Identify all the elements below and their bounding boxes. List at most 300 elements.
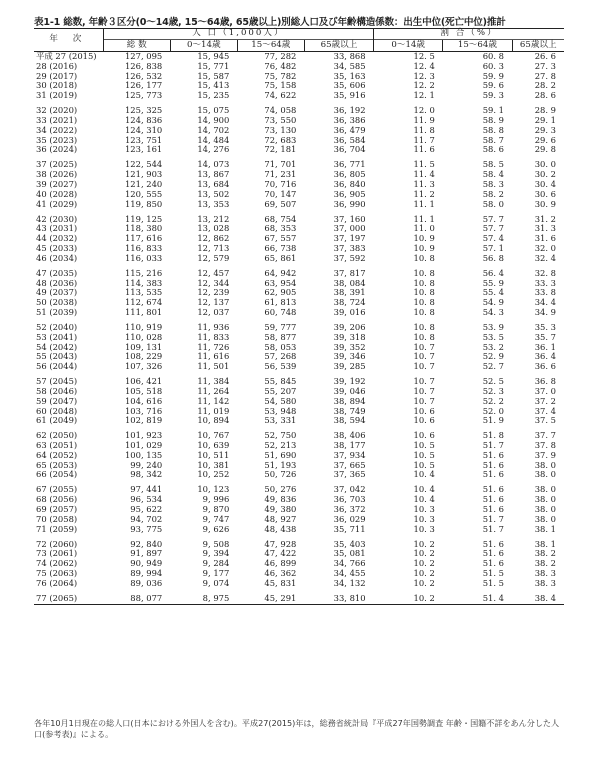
age-65-plus-cell: 34, 766 <box>333 558 366 569</box>
age-15-64-header: 15～64歳 <box>237 40 304 52</box>
ratio-0-14-cell: 10. 2 <box>413 548 435 559</box>
year-cell: 66 (2054) <box>36 469 78 480</box>
table-row <box>34 200 564 210</box>
ratio-0-14-cell: 12. 2 <box>413 80 435 91</box>
total-cell: 117, 616 <box>124 233 163 244</box>
age-65-plus-cell: 36, 704 <box>333 144 366 155</box>
ratio-65-plus-cell: 37. 7 <box>534 430 556 441</box>
age-65-plus-cell: 39, 016 <box>333 306 366 317</box>
ratio-65-plus-cell: 31. 3 <box>534 223 556 234</box>
ratio-65-plus-cell: 28. 9 <box>534 105 556 116</box>
ratio-0-14-cell: 11. 7 <box>413 134 435 145</box>
year-cell: 58 (2046) <box>36 385 78 396</box>
ratio-15-64-cell: 51. 7 <box>482 440 505 451</box>
ratio-15-64-cell: 51. 5 <box>482 577 505 588</box>
ratio-15-64-header: 15～64歳 <box>443 40 512 52</box>
ratio-65-plus-header: 65歳以上 <box>512 40 564 52</box>
year-cell: 75 (2063) <box>36 568 78 579</box>
total-cell: 121, 240 <box>124 179 163 190</box>
age-15-64-cell: 64, 942 <box>264 267 297 278</box>
ratio-65-plus-cell: 32. 4 <box>534 252 556 263</box>
age-0-14-cell: 15, 235 <box>197 90 230 101</box>
ratio-65-plus-cell: 29. 6 <box>534 134 556 145</box>
total-cell: 91, 897 <box>130 548 163 559</box>
total-cell: 112, 674 <box>124 297 163 308</box>
age-65-plus-cell: 39, 046 <box>333 385 366 396</box>
age-0-14-cell: 11, 019 <box>197 405 230 416</box>
ratio-65-plus-cell: 30. 0 <box>534 159 556 170</box>
ratio-15-64-cell: 59. 1 <box>482 105 505 116</box>
ratio-15-64-cell: 51. 7 <box>482 513 505 524</box>
total-cell: 113, 535 <box>124 287 163 298</box>
ratio-65-plus-cell: 38. 0 <box>534 494 556 505</box>
total-cell: 125, 325 <box>124 105 163 116</box>
ratio-15-64-cell: 52. 9 <box>482 351 505 362</box>
age-15-64-cell: 53, 331 <box>264 415 297 426</box>
table-row <box>34 579 564 589</box>
total-header: 総 数 <box>103 40 170 52</box>
ratio-0-14-cell: 10. 7 <box>413 351 435 362</box>
total-cell: 124, 310 <box>124 124 163 135</box>
ratio-0-14-cell: 11. 8 <box>413 124 435 135</box>
ratio-0-14-cell: 10. 4 <box>413 484 435 495</box>
age-65-plus-cell: 39, 192 <box>333 376 366 387</box>
age-65-plus-cell: 39, 285 <box>333 361 366 372</box>
year-cell: 47 (2035) <box>36 267 78 278</box>
ratio-15-64-cell: 59. 3 <box>482 90 505 101</box>
age-0-14-cell: 10, 381 <box>197 459 230 470</box>
age-65-plus-cell: 35, 081 <box>333 548 366 559</box>
year-cell: 62 (2050) <box>36 430 78 441</box>
ratio-65-plus-cell: 38. 0 <box>534 513 556 524</box>
age-65-plus-cell: 37, 365 <box>333 469 366 480</box>
ratio-65-plus-cell: 30. 6 <box>534 188 556 199</box>
age-65-plus-cell: 36, 386 <box>333 115 366 126</box>
total-cell: 127, 095 <box>124 51 163 62</box>
age-15-64-cell: 76, 482 <box>264 60 297 71</box>
age-65-plus-cell: 37, 817 <box>333 267 366 278</box>
age-65-plus-cell: 36, 479 <box>333 124 366 135</box>
age-15-64-cell: 70, 147 <box>264 188 297 199</box>
ratio-0-14-cell: 10. 4 <box>413 469 435 480</box>
age-15-64-cell: 74, 058 <box>264 105 297 116</box>
table-row <box>34 308 564 318</box>
ratio-15-64-cell: 51. 6 <box>482 548 505 559</box>
age-15-64-cell: 47, 422 <box>264 548 297 559</box>
ratio-0-14-cell: 10. 5 <box>413 449 435 460</box>
year-cell: 36 (2024) <box>36 144 78 155</box>
year-cell: 52 (2040) <box>36 321 78 332</box>
footnote: 各年10月1日現在の総人口(日本における外国人を含む)。平成27(2015)年は，総務省統計局『平成27年国勢調査 年齢・国籍不詳をあん分した人口(参考表)』による。 <box>34 718 560 739</box>
year-cell: 77 (2065) <box>34 594 103 604</box>
ratio-0-14-cell: 10. 7 <box>413 385 435 396</box>
total-cell: 89, 994 <box>130 568 163 579</box>
ratio-0-14-cell: 10. 8 <box>413 252 435 263</box>
year-cell: 38 (2026) <box>36 169 78 180</box>
age-15-64-cell: 49, 380 <box>264 504 297 515</box>
ratio-65-plus-cell: 34. 4 <box>534 297 556 308</box>
ratio-15-64-cell: 58. 5 <box>482 159 505 170</box>
total-cell: 107, 326 <box>124 361 163 372</box>
age-15-64-cell: 59, 777 <box>264 321 297 332</box>
total-cell: 94, 702 <box>130 513 163 524</box>
year-cell: 39 (2027) <box>36 179 78 190</box>
year-cell: 37 (2025) <box>36 159 78 170</box>
table-row <box>34 269 564 279</box>
age-0-14-cell: 14, 702 <box>197 124 230 135</box>
age-0-14-cell: 9, 508 <box>202 538 230 549</box>
age-15-64-cell: 57, 268 <box>264 351 297 362</box>
ratio-65-plus-cell: 38. 2 <box>534 558 556 569</box>
ratio-65-plus-cell: 30. 4 <box>534 179 556 190</box>
age-0-14-cell: 12, 239 <box>197 287 230 298</box>
ratio-0-14-cell: 12. 0 <box>413 105 435 116</box>
ratio-65-plus-cell: 33. 8 <box>534 287 556 298</box>
age-15-64-cell: 51, 690 <box>264 449 297 460</box>
ratio-65-plus-cell: 36. 6 <box>534 361 556 372</box>
total-cell: 110, 919 <box>124 321 163 332</box>
table-row <box>34 525 564 535</box>
year-cell: 69 (2057) <box>36 504 78 515</box>
age-15-64-cell: 60, 748 <box>264 306 297 317</box>
ratio-0-14-cell: 10. 9 <box>413 243 435 253</box>
age-0-14-cell: 13, 502 <box>197 188 230 199</box>
age-15-64-cell: 69, 507 <box>264 198 297 209</box>
year-cell: 73 (2061) <box>36 548 78 559</box>
year-cell: 40 (2028) <box>36 188 78 199</box>
age-15-64-cell: 63, 954 <box>264 277 297 288</box>
year-cell: 76 (2064) <box>36 577 78 588</box>
table-row <box>34 91 564 101</box>
year-cell: 59 (2047) <box>36 395 78 406</box>
total-cell: 88, 077 <box>103 594 170 604</box>
age-0-14-cell: 11, 616 <box>197 351 230 362</box>
age-65-plus-cell: 38, 391 <box>333 287 366 298</box>
age-0-14-cell: 13, 684 <box>197 179 230 190</box>
table-row <box>34 594 564 604</box>
age-15-64-cell: 45, 831 <box>264 577 297 588</box>
year-cell: 56 (2044) <box>36 361 78 372</box>
age-0-14-cell: 9, 747 <box>202 513 230 524</box>
age-65-plus-cell: 39, 318 <box>333 331 366 342</box>
total-cell: 101, 029 <box>124 440 163 451</box>
ratio-15-64-cell: 54. 9 <box>482 297 505 308</box>
age-65-plus-cell: 35, 403 <box>333 538 366 549</box>
age-15-64-cell: 72, 683 <box>264 134 297 145</box>
ratio-15-64-cell: 58. 3 <box>482 179 505 190</box>
ratio-15-64-cell: 53. 9 <box>482 321 505 332</box>
ratio-15-64-cell: 52. 3 <box>482 385 505 396</box>
age-0-14-cell: 9, 074 <box>202 577 230 588</box>
ratio-0-14-cell: 10. 3 <box>413 513 435 524</box>
age-15-64-cell: 58, 053 <box>264 341 297 352</box>
ratio-65-plus-cell: 38. 2 <box>534 548 556 559</box>
age-65-plus-cell: 38, 724 <box>333 297 366 308</box>
age-15-64-cell: 61, 813 <box>264 297 297 308</box>
ratio-15-64-cell: 51. 6 <box>482 469 505 480</box>
ratio-65-plus-cell: 37. 2 <box>534 395 556 406</box>
age-15-64-cell: 74, 622 <box>264 90 297 101</box>
year-cell: 48 (2036) <box>36 277 78 288</box>
age-0-14-cell: 15, 945 <box>197 51 230 62</box>
ratio-15-64-cell: 54. 3 <box>482 306 505 317</box>
age-65-plus-cell: 34, 455 <box>333 568 366 579</box>
ratio-15-64-cell: 58. 2 <box>482 188 505 199</box>
ratio-0-14-cell: 10. 2 <box>413 558 435 569</box>
total-cell: 108, 229 <box>124 351 163 362</box>
ratio-0-14-cell: 10. 8 <box>413 331 435 342</box>
ratio-15-64-cell: 51. 6 <box>482 504 505 515</box>
year-cell: 50 (2038) <box>36 297 78 308</box>
ratio-0-14-cell: 10. 7 <box>413 376 435 387</box>
ratio-15-64-cell: 57. 7 <box>482 213 505 224</box>
ratio-0-14-cell: 10. 6 <box>413 430 435 441</box>
year-cell: 60 (2048) <box>36 405 78 416</box>
age-0-14-cell: 9, 870 <box>202 504 230 515</box>
table-row <box>34 333 564 343</box>
age-0-14-cell: 10, 511 <box>197 449 230 460</box>
year-cell: 28 (2016) <box>36 60 78 71</box>
age-65-plus-cell: 37, 383 <box>333 243 366 253</box>
ratio-15-64-cell: 57. 4 <box>482 233 505 244</box>
year-cell: 53 (2041) <box>36 331 78 342</box>
age-0-14-cell: 11, 726 <box>197 341 230 352</box>
age-0-14-cell: 10, 767 <box>197 430 230 441</box>
ratio-15-64-cell: 58. 0 <box>482 198 505 209</box>
year-cell: 70 (2058) <box>36 513 78 524</box>
year-cell: 32 (2020) <box>36 105 78 116</box>
age-65-plus-cell: 36, 584 <box>333 134 366 145</box>
ratio-0-14-cell: 11. 2 <box>413 188 435 199</box>
age-15-64-cell: 49, 836 <box>264 494 297 505</box>
ratio-15-64-cell: 51. 6 <box>482 459 505 470</box>
year-cell: 57 (2045) <box>36 376 78 387</box>
total-cell: 119, 125 <box>124 213 163 224</box>
age-15-64-cell: 73, 550 <box>264 115 297 126</box>
ratio-65-plus-cell: 28. 6 <box>534 90 556 101</box>
ratio-0-14-cell: 10. 8 <box>413 321 435 332</box>
total-cell: 115, 216 <box>124 267 163 278</box>
age-15-64-cell: 51, 193 <box>264 459 297 470</box>
age-0-14-cell: 13, 212 <box>197 213 230 224</box>
age-0-14-cell: 14, 900 <box>197 115 230 126</box>
year-cell: 35 (2023) <box>36 134 78 145</box>
ratio-0-14-cell: 11. 5 <box>413 159 435 170</box>
ratio-65-plus-cell: 32. 8 <box>534 267 556 278</box>
age-15-64-cell: 72, 181 <box>264 144 297 155</box>
ratio-65-plus-cell: 36. 1 <box>534 341 556 352</box>
ratio-15-64-cell: 58. 7 <box>482 134 505 145</box>
ratio-65-plus-cell: 29. 1 <box>534 115 556 126</box>
year-cell: 65 (2053) <box>36 459 78 470</box>
age-0-14-cell: 12, 457 <box>197 267 230 278</box>
ratio-0-14-cell: 11. 1 <box>413 213 435 224</box>
year-cell: 44 (2032) <box>36 233 78 244</box>
ratio-65-plus-cell: 34. 9 <box>534 306 556 317</box>
age-65-plus-cell: 38, 406 <box>333 430 366 441</box>
ratio-15-64-cell: 58. 8 <box>482 124 505 135</box>
age-0-14-cell: 11, 833 <box>197 331 230 342</box>
age-0-14-cell: 9, 996 <box>202 494 230 505</box>
age-0-14-cell: 9, 284 <box>202 558 230 569</box>
ratio-15-64-cell: 57. 7 <box>482 223 505 234</box>
ratio-15-64-cell: 51. 4 <box>443 594 512 604</box>
total-cell: 99, 240 <box>130 459 163 470</box>
age-0-14-cell: 12, 137 <box>197 297 230 308</box>
ratio-0-14-header: 0～14歳 <box>374 40 443 52</box>
ratio-65-plus-cell: 37. 0 <box>534 385 556 396</box>
ratio-15-64-cell: 51. 5 <box>482 568 505 579</box>
age-0-14-cell: 11, 501 <box>197 361 230 372</box>
year-cell: 64 (2052) <box>36 449 78 460</box>
age-15-64-cell: 70, 716 <box>264 179 297 190</box>
age-0-14-cell: 9, 626 <box>202 523 230 534</box>
ratio-group-header: 割 合（%） <box>374 29 564 40</box>
ratio-15-64-cell: 51. 6 <box>482 494 505 505</box>
age-0-14-cell: 15, 587 <box>197 70 230 81</box>
total-cell: 105, 518 <box>124 385 163 396</box>
table-row <box>34 145 564 155</box>
ratio-65-plus-cell: 29. 3 <box>534 124 556 135</box>
total-cell: 126, 532 <box>124 70 163 81</box>
age-15-64-cell: 47, 928 <box>264 538 297 549</box>
total-cell: 122, 544 <box>124 159 163 170</box>
ratio-65-plus-cell: 29. 8 <box>534 144 556 155</box>
ratio-15-64-cell: 51. 6 <box>482 484 505 495</box>
age-15-64-cell: 50, 726 <box>264 469 297 480</box>
ratio-15-64-cell: 51. 7 <box>482 523 505 534</box>
age-0-14-cell: 12, 579 <box>197 252 230 263</box>
year-cell: 42 (2030) <box>36 213 78 224</box>
ratio-0-14-cell: 10. 6 <box>413 415 435 426</box>
age-65-plus-cell: 36, 703 <box>333 494 366 505</box>
age-15-64-cell: 50, 276 <box>264 484 297 495</box>
age-65-plus-header: 65歳以上 <box>304 40 373 52</box>
ratio-0-14-cell: 11. 6 <box>413 144 435 155</box>
age-0-14-cell: 13, 867 <box>197 169 230 180</box>
age-65-plus-cell: 39, 346 <box>333 351 366 362</box>
age-0-14-header: 0～14歳 <box>170 40 237 52</box>
ratio-65-plus-cell: 38. 0 <box>534 469 556 480</box>
age-65-plus-cell: 38, 749 <box>333 405 366 416</box>
year-cell: 49 (2037) <box>36 287 78 298</box>
ratio-0-14-cell: 10. 3 <box>413 504 435 515</box>
ratio-0-14-cell: 10. 8 <box>413 297 435 308</box>
ratio-0-14-cell: 10. 2 <box>413 577 435 588</box>
age-0-14-cell: 13, 353 <box>197 198 230 209</box>
ratio-0-14-cell: 12. 3 <box>413 70 435 81</box>
age-65-plus-cell: 33, 810 <box>304 594 373 604</box>
ratio-15-64-cell: 53. 2 <box>482 341 505 352</box>
table-row <box>34 397 564 407</box>
total-cell: 89, 036 <box>130 577 163 588</box>
ratio-65-plus-cell: 30. 2 <box>534 169 556 180</box>
age-0-14-cell: 15, 771 <box>197 60 230 71</box>
ratio-0-14-cell: 10. 2 <box>413 538 435 549</box>
ratio-65-plus-cell: 38. 1 <box>534 523 556 534</box>
ratio-15-64-cell: 58. 4 <box>482 169 505 180</box>
ratio-15-64-cell: 56. 8 <box>482 252 505 263</box>
ratio-0-14-cell: 10. 4 <box>413 494 435 505</box>
ratio-65-plus-cell: 31. 2 <box>534 213 556 224</box>
age-65-plus-cell: 39, 352 <box>333 341 366 352</box>
age-65-plus-cell: 35, 711 <box>333 523 366 534</box>
age-65-plus-cell: 36, 771 <box>333 159 366 170</box>
ratio-0-14-cell: 10. 7 <box>413 341 435 352</box>
year-cell: 平成 27 (2015) <box>36 51 97 62</box>
age-0-14-cell: 12, 037 <box>197 306 230 317</box>
total-cell: 121, 903 <box>124 169 163 180</box>
ratio-65-plus-cell: 28. 2 <box>534 80 556 91</box>
age-65-plus-cell: 38, 084 <box>333 277 366 288</box>
ratio-65-plus-cell: 26. 6 <box>534 51 556 62</box>
ratio-15-64-cell: 52. 5 <box>482 376 505 387</box>
ratio-15-64-cell: 58. 9 <box>482 115 505 126</box>
age-15-64-cell: 77, 282 <box>264 51 297 62</box>
ratio-0-14-cell: 10. 8 <box>413 306 435 317</box>
table-row <box>34 254 564 264</box>
total-cell: 123, 161 <box>124 144 163 155</box>
table-title: 表1-1 総数, 年齢３区分(0～14歳, 15～64歳, 65歳以上)別総人口及び年齢構造係数：出生中位(死亡中位)推計 <box>34 17 506 28</box>
year-cell: 67 (2055) <box>36 484 78 495</box>
total-cell: 90, 949 <box>130 558 163 569</box>
age-0-14-cell: 13, 028 <box>197 223 230 234</box>
age-15-64-cell: 55, 207 <box>264 385 297 396</box>
age-65-plus-cell: 37, 592 <box>333 252 366 263</box>
total-cell: 93, 775 <box>130 523 163 534</box>
age-15-64-cell: 55, 845 <box>264 376 297 387</box>
total-cell: 104, 616 <box>124 395 163 406</box>
age-65-plus-cell: 36, 990 <box>333 198 366 209</box>
total-cell: 120, 555 <box>124 188 163 199</box>
age-65-plus-cell: 38, 594 <box>333 415 366 426</box>
ratio-65-plus-cell: 37. 4 <box>534 405 556 416</box>
ratio-0-14-cell: 10. 7 <box>413 395 435 406</box>
age-0-14-cell: 11, 936 <box>197 321 230 332</box>
ratio-15-64-cell: 51. 6 <box>482 449 505 460</box>
year-cell: 30 (2018) <box>36 80 78 91</box>
age-15-64-cell: 52, 750 <box>264 430 297 441</box>
year-cell: 72 (2060) <box>36 538 78 549</box>
ratio-15-64-cell: 52. 2 <box>482 395 505 406</box>
ratio-0-14-cell: 10. 6 <box>413 405 435 416</box>
ratio-65-plus-cell: 35. 7 <box>534 331 556 342</box>
ratio-0-14-cell: 10. 5 <box>413 440 435 451</box>
age-15-64-cell: 46, 362 <box>264 568 297 579</box>
age-15-64-cell: 73, 130 <box>264 124 297 135</box>
ratio-65-plus-cell: 35. 3 <box>534 321 556 332</box>
ratio-15-64-cell: 51. 9 <box>482 415 505 426</box>
ratio-0-14-cell: 10. 8 <box>413 287 435 298</box>
ratio-0-14-cell: 10. 7 <box>413 361 435 372</box>
ratio-15-64-cell: 52. 7 <box>482 361 505 372</box>
age-0-14-cell: 9, 177 <box>202 568 230 579</box>
total-cell: 119, 850 <box>124 198 163 209</box>
total-cell: 126, 177 <box>124 80 163 91</box>
year-cell: 41 (2029) <box>36 198 78 209</box>
total-cell: 106, 421 <box>124 376 163 387</box>
ratio-65-plus-cell: 38. 0 <box>534 484 556 495</box>
ratio-65-plus-cell: 27. 8 <box>534 70 556 81</box>
age-0-14-cell: 9, 394 <box>202 548 230 559</box>
age-15-64-cell: 75, 158 <box>264 80 297 91</box>
age-65-plus-cell: 35, 916 <box>333 90 366 101</box>
age-15-64-cell: 67, 557 <box>264 233 297 244</box>
age-65-plus-cell: 37, 042 <box>333 484 366 495</box>
age-0-14-cell: 15, 075 <box>197 105 230 116</box>
age-15-64-cell: 56, 539 <box>264 361 297 372</box>
age-0-14-cell: 10, 123 <box>197 484 230 495</box>
